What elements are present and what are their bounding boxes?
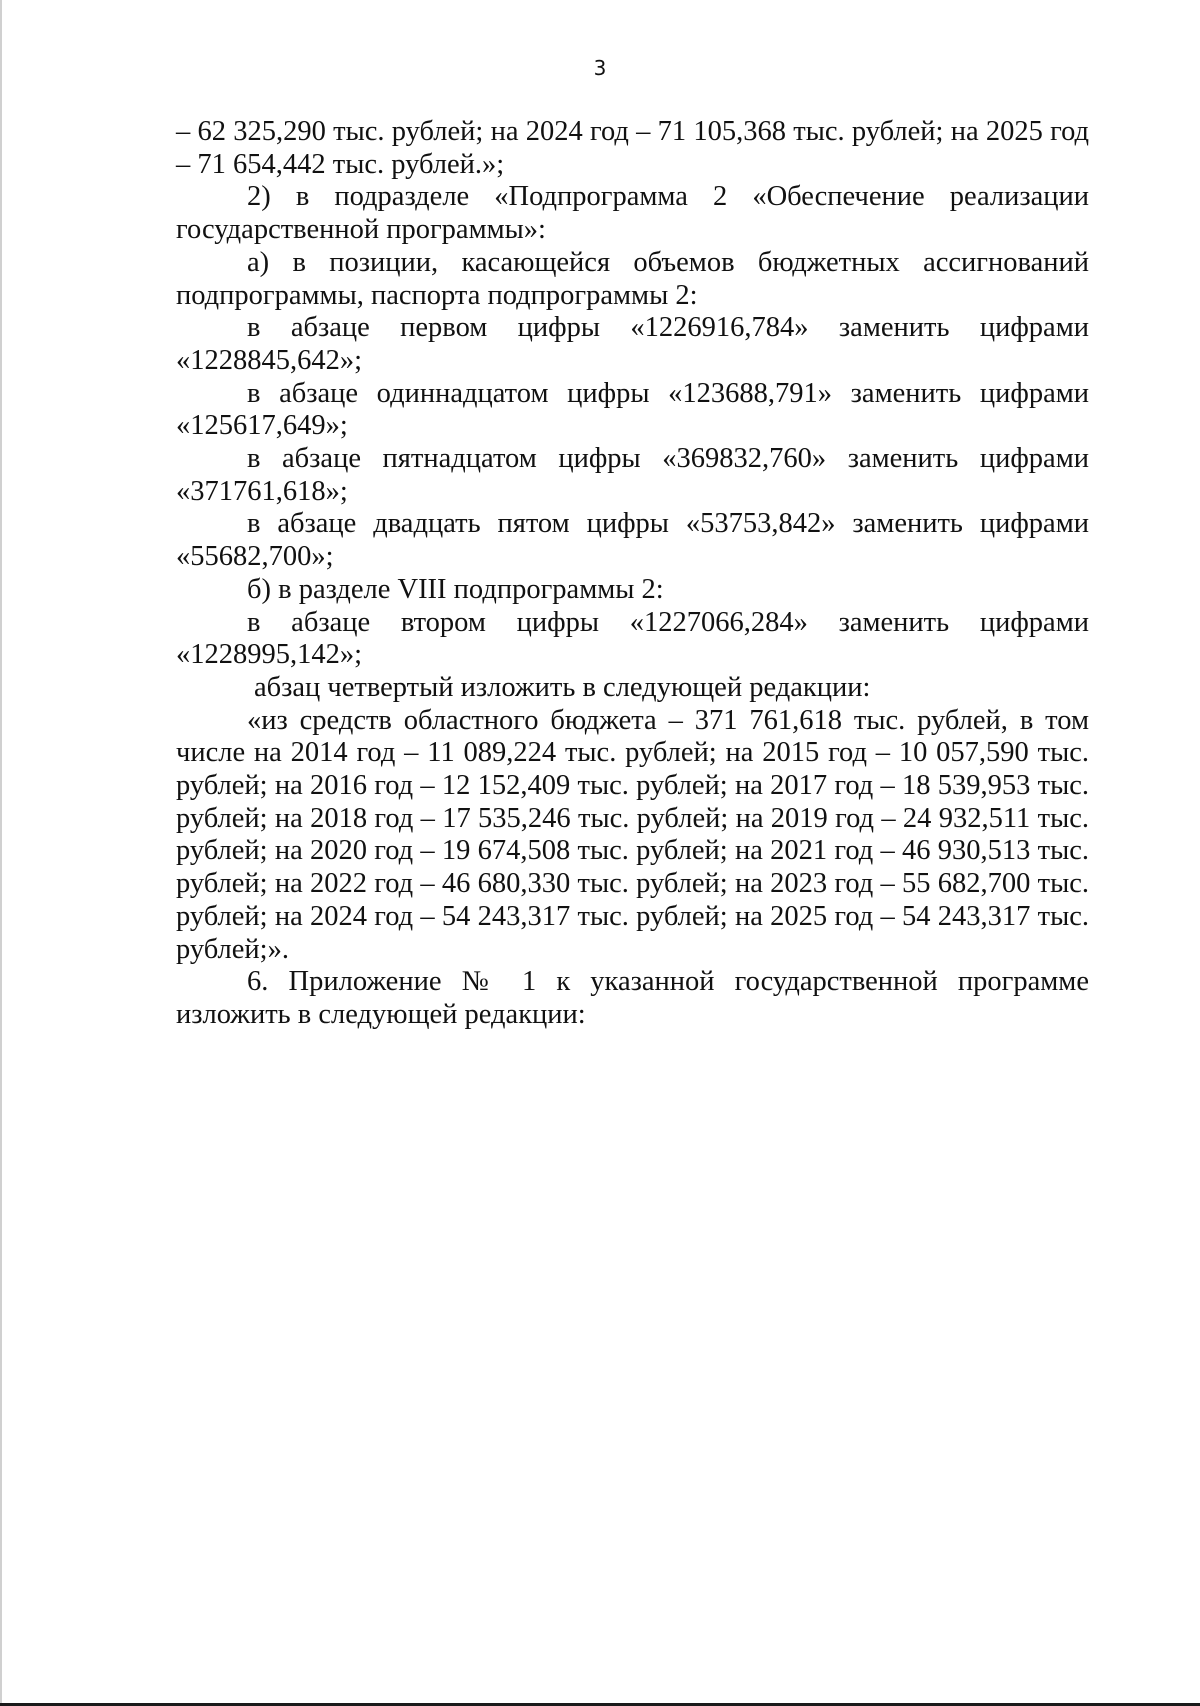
paragraph-item-a: а) в позиции, касающейся объемов бюджетных ассигнований подпрограммы, паспорта подпрограммы 2:: [176, 246, 1089, 311]
paragraph-continuation: – 62 325,290 тыс. рублей; на 2024 год – 71 105,368 тыс. рублей; на 2025 год – 71 654,442 тыс. рублей.»;: [176, 116, 1089, 180]
paragraph-paragraph-twenty-fifth: в абзаце двадцать пятом цифры «53753,842» заменить цифрами «55682,700»;: [176, 508, 1089, 573]
paragraph-appendix-1: 6. Приложение № 1 к указанной государственной программе изложить в следующей редакции:: [176, 966, 1089, 1030]
paragraph-paragraph-first: в абзаце первом цифры «1226916,784» заменить цифрами «1228845,642»;: [176, 312, 1089, 376]
paragraph-paragraph-eleventh: в абзаце одиннадцатом цифры «123688,791» заменить цифрами «125617,649»;: [176, 377, 1089, 442]
paragraph-paragraph-second: в абзаце втором цифры «1227066,284» заменить цифрами «1228995,142»;: [176, 606, 1089, 671]
paragraph-paragraph-fourth-intro: абзац четвертый изложить в следующей редакции:: [254, 671, 871, 703]
paragraph-subsection-2: 2) в подразделе «Подпрограмма 2 «Обеспечение реализации государственной программы»:: [176, 181, 1089, 246]
paragraph-regional-budget: «из средств областного бюджета – 371 761,618 тыс. рублей, в том числе на 2014 год – 11 089,224 тыс. рублей; на 2015 год – 10 057,590 тыс. рублей; на 2016 год – 12 152,409 тыс. рублей; на 2017 год – 18 539,953 тыс. рублей; на 2018 год – 17 535,246 тыс. рублей; на 2019 год – 24 932,511 тыс. рублей; на 2020 год – 19 674,508 тыс. рублей; на 2021 год – 46 930,513 тыс. рублей; на 2022 год – 46 680,330 тыс. рублей; на 2023 год – 55 682,700 тыс. рублей; на 2024 год – 54 243,317 тыс. рублей; на 2025 год – 54 243,317 тыс. рублей;».: [176, 704, 1089, 965]
document-body: [176, 116, 1089, 1032]
paragraph-item-b: б) в разделе VIII подпрограммы 2:: [247, 573, 664, 605]
scan-left-edge: [0, 0, 2, 1706]
page-number: 3: [593, 56, 607, 80]
paragraph-paragraph-fifteenth: в абзаце пятнадцатом цифры «369832,760» заменить цифрами «371761,618»;: [176, 443, 1089, 507]
